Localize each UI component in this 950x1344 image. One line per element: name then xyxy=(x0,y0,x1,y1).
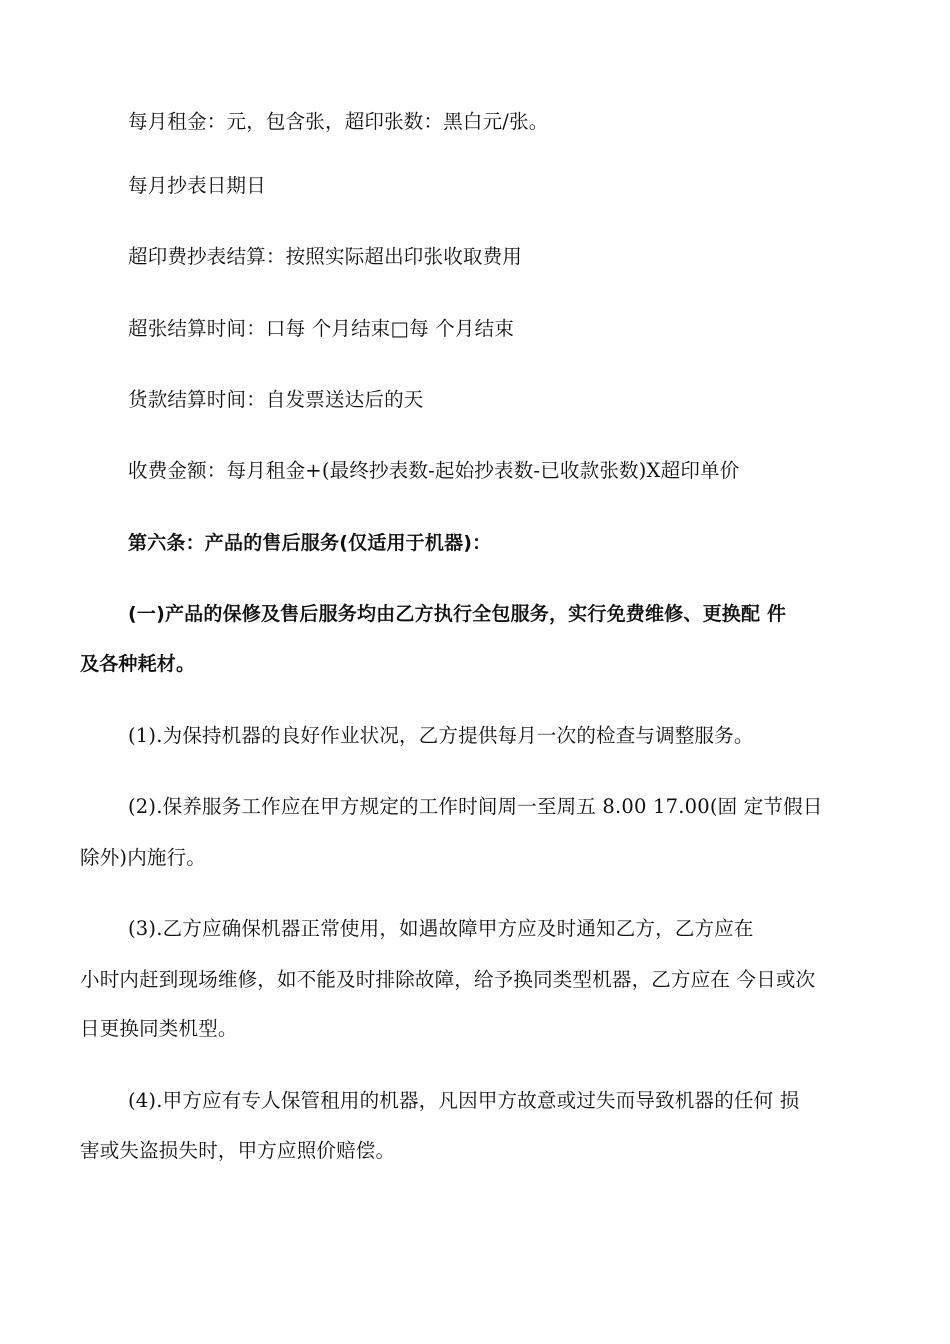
rent-line: 每月租金：元，包含张，超印张数：黑白元/张。 xyxy=(128,110,549,133)
overprint-settlement-line: 超印费抄表结算：按照实际超出印张收取费用 xyxy=(128,245,523,268)
payment-time-line: 货款结算时间：自发票送达后的天 xyxy=(128,388,424,411)
item3-line1: (3).乙方应确保机器正常使用，如遇故障甲方应及时通知乙方，乙方应在 xyxy=(128,917,754,940)
item4-line2: 害或失盗损失时，甲方应照价赔偿。 xyxy=(80,1139,396,1162)
overprint-time-line: 超张结算时间：口每 个月结束□每 个月结束 xyxy=(128,317,515,340)
item2-line1: (2).保养服务工作应在甲方规定的工作时间周一至周五 8.00 17.00(固 定节假日 xyxy=(128,795,823,818)
item2-line2: 除外)内施行。 xyxy=(80,846,207,869)
fee-amount-line: 收费金额：每月租金+(最终抄表数-起始抄表数-已收款张数)X超印单价 xyxy=(128,459,740,482)
item3-line3: 日更换同类机型。 xyxy=(80,1017,238,1040)
item3-line2: 小时内赶到现场维修，如不能及时排除故障，给予换同类型机器，乙方应在 今日或次 xyxy=(80,968,816,991)
item4-line1: (4).甲方应有专人保管租用的机器，凡因甲方故意或过失而导致机器的任何 损 xyxy=(128,1089,800,1112)
item1-line: (1).为保持机器的良好作业状况，乙方提供每月一次的检查与调整服务。 xyxy=(128,724,754,747)
clause1-line1: (一)产品的保修及售后服务均由乙方执行全包服务，实行免费维修、更换配 件 xyxy=(128,603,787,625)
clause1-line2: 及各种耗材。 xyxy=(80,653,196,675)
meter-date-line: 每月抄表日期日 xyxy=(128,174,266,197)
article6-heading: 第六条：产品的售后服务(仅适用于机器)： xyxy=(128,532,492,554)
